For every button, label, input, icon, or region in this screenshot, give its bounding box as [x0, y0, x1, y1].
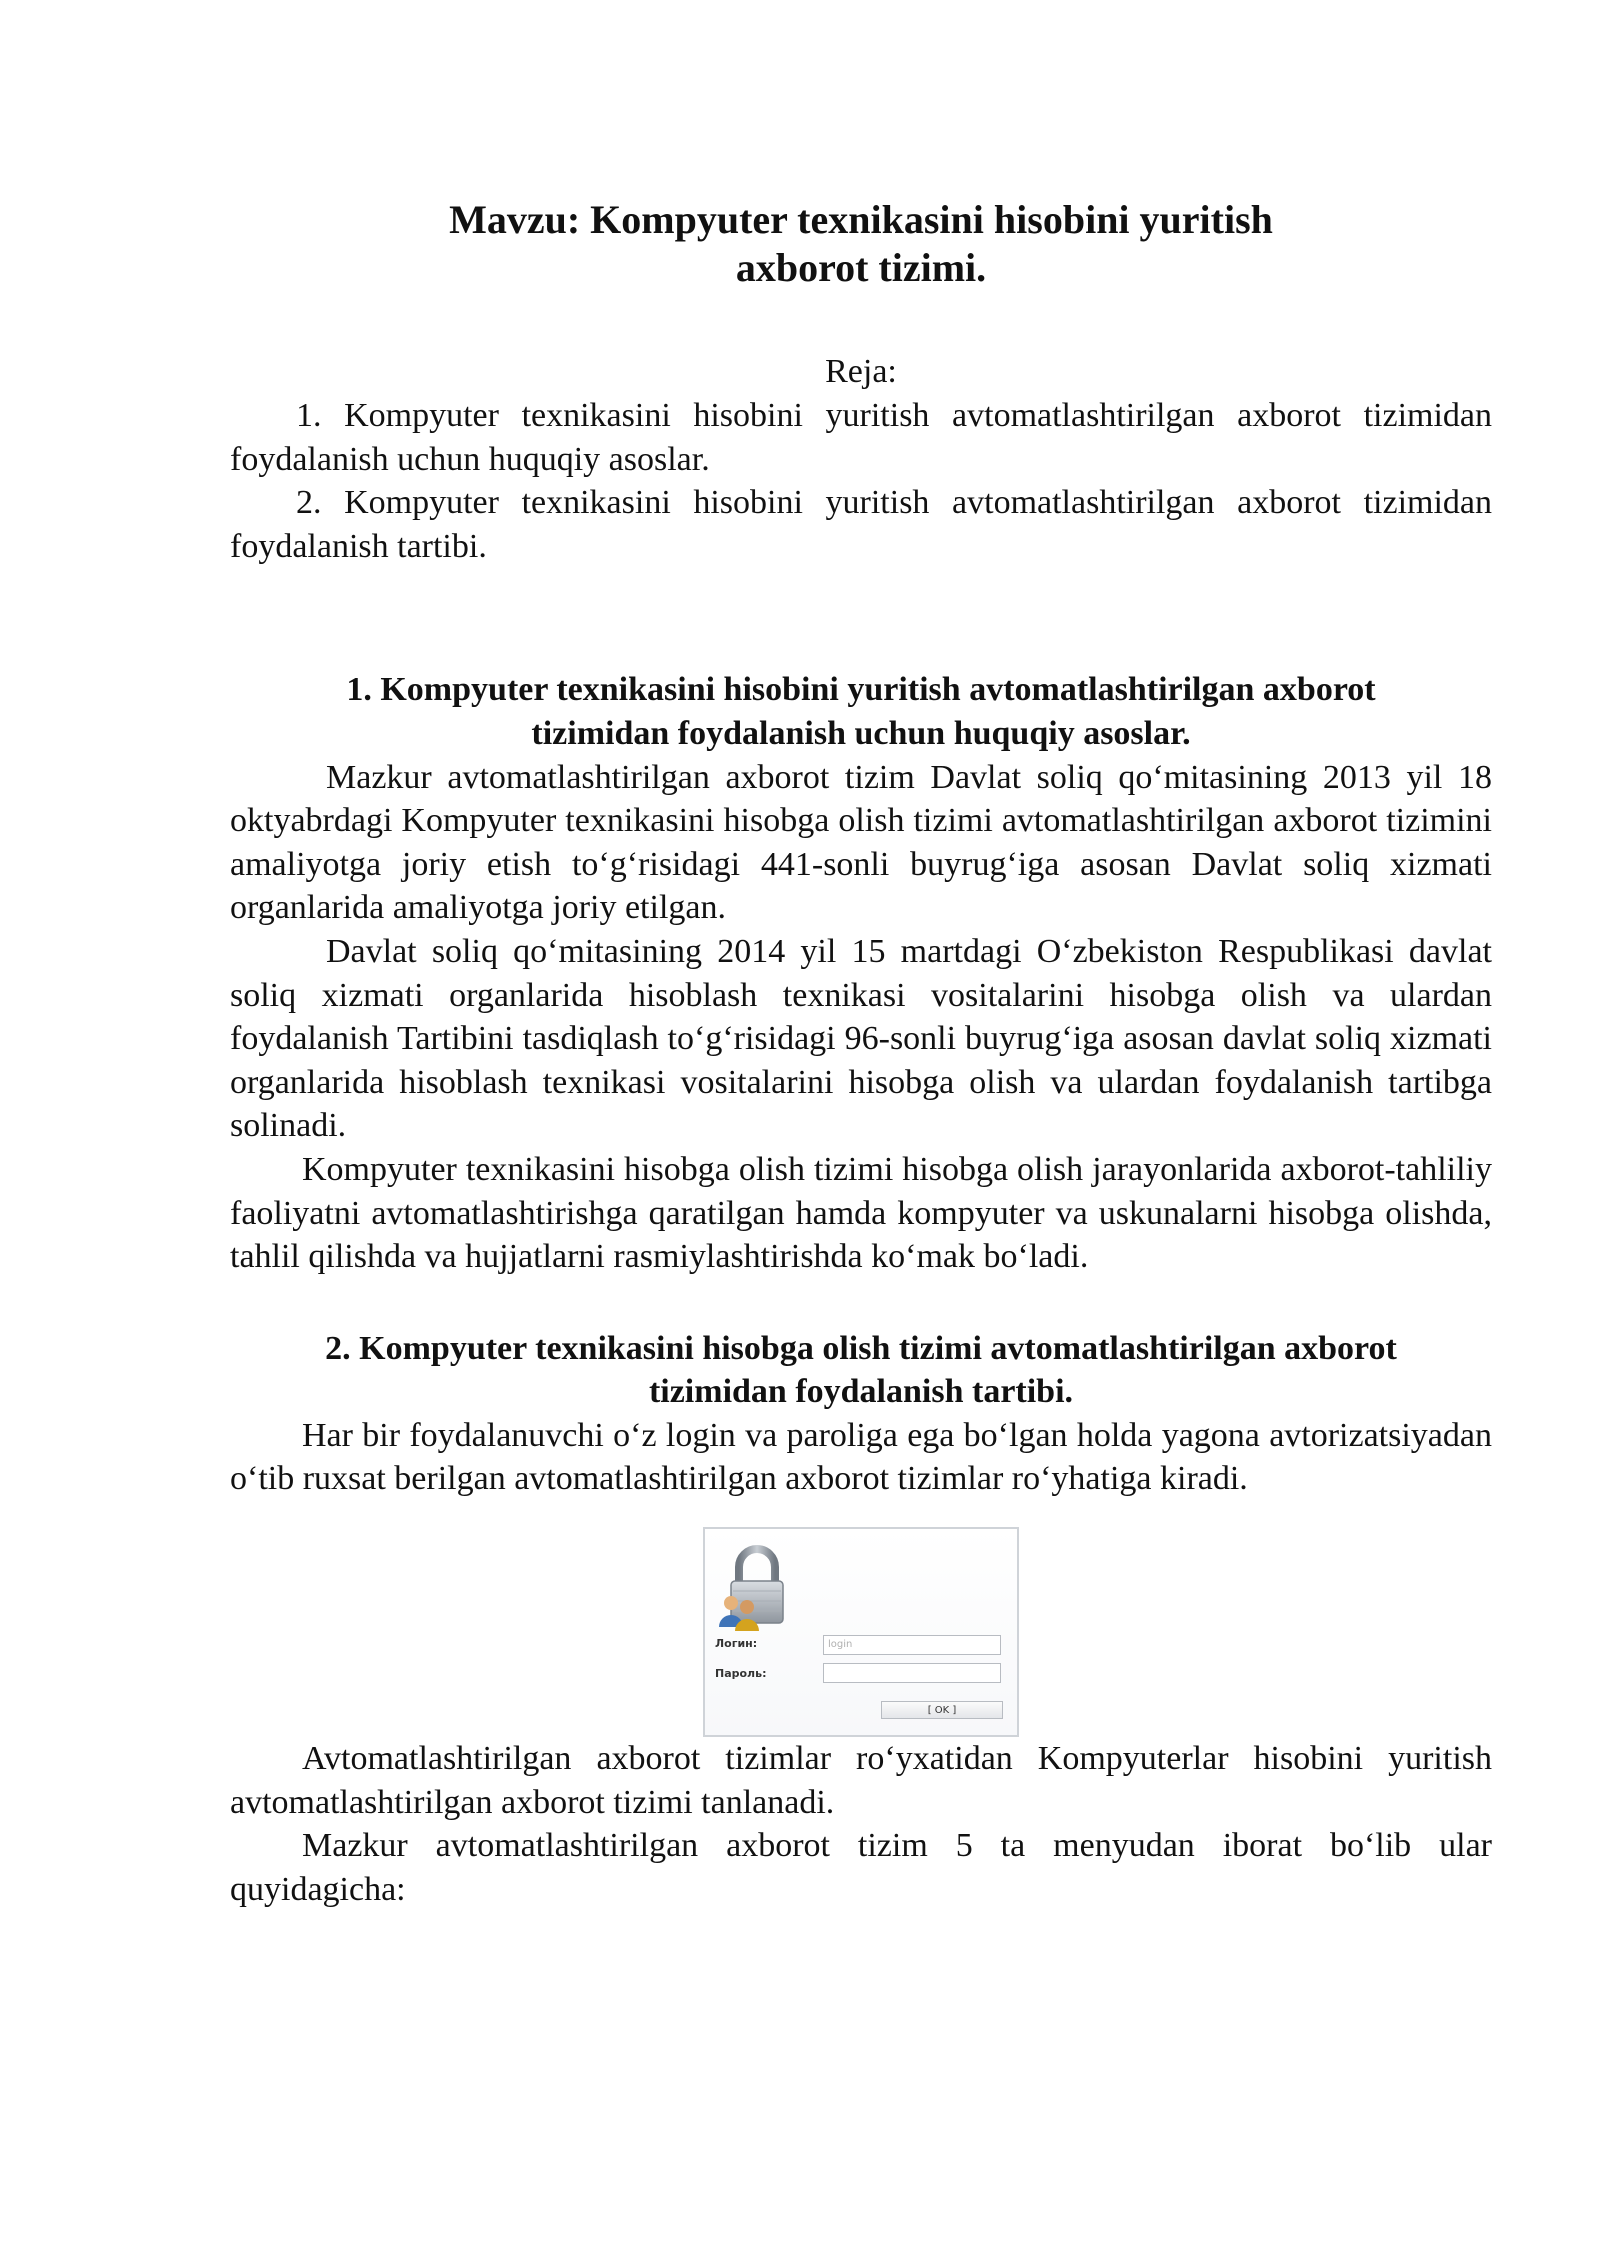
section-2-heading [230, 1327, 1492, 1414]
title-line-2: axborot tizimi. [735, 245, 987, 290]
lock-users-icon [715, 1543, 805, 1633]
login-dialog [703, 1527, 1019, 1737]
password-input[interactable] [823, 1663, 1001, 1683]
section-2-paragraph-3: Mazkur avtomatlashtirilgan axborot tizim 5 ta menyudan iborat boʻlib ular quyidagicha: [230, 1827, 1492, 1908]
plan-heading: Reja: [825, 353, 897, 390]
section-2-paragraph-1: Har bir foydalanuvchi oʻz login va paroliga ega boʻlgan holda yagona avtorizatsiyadan oʻtib ruxsat berilgan avtomatlashtirilgan axborot tizimlar roʻyhatiga kiradi. [230, 1416, 1492, 1498]
login-input[interactable]: login [823, 1635, 1001, 1655]
section-1-heading-line-2: tizimidan foydalanish uchun huquqiy asoslar. [531, 714, 1191, 752]
title-line-1: Mavzu: Kompyuter texnikasini hisobini yuritish [449, 197, 1273, 242]
password-label: Пароль: [715, 1667, 767, 1681]
ok-button[interactable]: [ OK ] [881, 1701, 1003, 1719]
login-figure [230, 1527, 1492, 1737]
section-1-paragraph-1: Mazkur avtomatlashtirilgan axborot tizim Davlat soliq qoʻmitasining 2013 yil 18 oktyabrdagi Kompyuter texnikasini hisobga olish tizimi avtomatlashtirilgan axborot tizimini amaliyotga joriy etish toʻgʻrisidagi 441-sonli buyrugʻiga asosan Davlat soliq xizmati organlarida amaliyotga joriy etilgan. [230, 758, 1492, 927]
section-2-paragraph-2: Avtomatlashtirilgan axborot tizimlar roʻyxatidan Kompyuterlar hisobini yuritish avtomatlashtirilgan axborot tizimi tanlanadi. [230, 1740, 1492, 1821]
section-1-paragraph-2: Davlat soliq qoʻmitasining 2014 yil 15 martdagi Oʻzbekiston Respublikasi davlat soliq xizmati organlarida hisoblash texnikasi vositalarini hisobga olish va ulardan foydalanish Tartibini tasdiqlash toʻgʻrisidagi 96-sonli buyrugʻiga asosan davlat soliq xizmati organlarida hisoblash texnikasi vositalarini hisobga olish va ulardan foydalanish tartibga solinadi. [230, 932, 1492, 1145]
section-2-heading-line-1: 2. Kompyuter texnikasini hisobga olish tizimi avtomatlashtirilgan axborot [325, 1329, 1397, 1367]
document-page [230, 196, 1492, 1911]
section-1-paragraph-3: Kompyuter texnikasini hisobga olish tizimi hisobga olish jarayonlarida axborot-tahliliy faoliyatni avtomatlashtirishga qaratilgan hamda kompyuter va uskunalarni hisobga olishda, tahlil qilishda va hujjatlarni rasmiylashtirishda koʻmak boʻladi. [230, 1150, 1492, 1276]
section-1-heading [230, 668, 1492, 755]
plan-item-1: 1. Kompyuter texnikasini hisobini yuritish avtomatlashtirilgan axborot tizimidan foydalanish uchun huquqiy asoslar. [230, 397, 1492, 478]
plan-item-2: 2. Kompyuter texnikasini hisobini yuritish avtomatlashtirilgan axborot tizimidan foydalanish tartibi. [230, 484, 1492, 565]
section-1-heading-line-1: 1. Kompyuter texnikasini hisobini yuritish avtomatlashtirilgan axborot [346, 671, 1376, 709]
document-title [230, 196, 1492, 292]
section-2-heading-line-2: tizimidan foydalanish tartibi. [648, 1373, 1074, 1411]
login-label: Логин: [715, 1637, 758, 1651]
